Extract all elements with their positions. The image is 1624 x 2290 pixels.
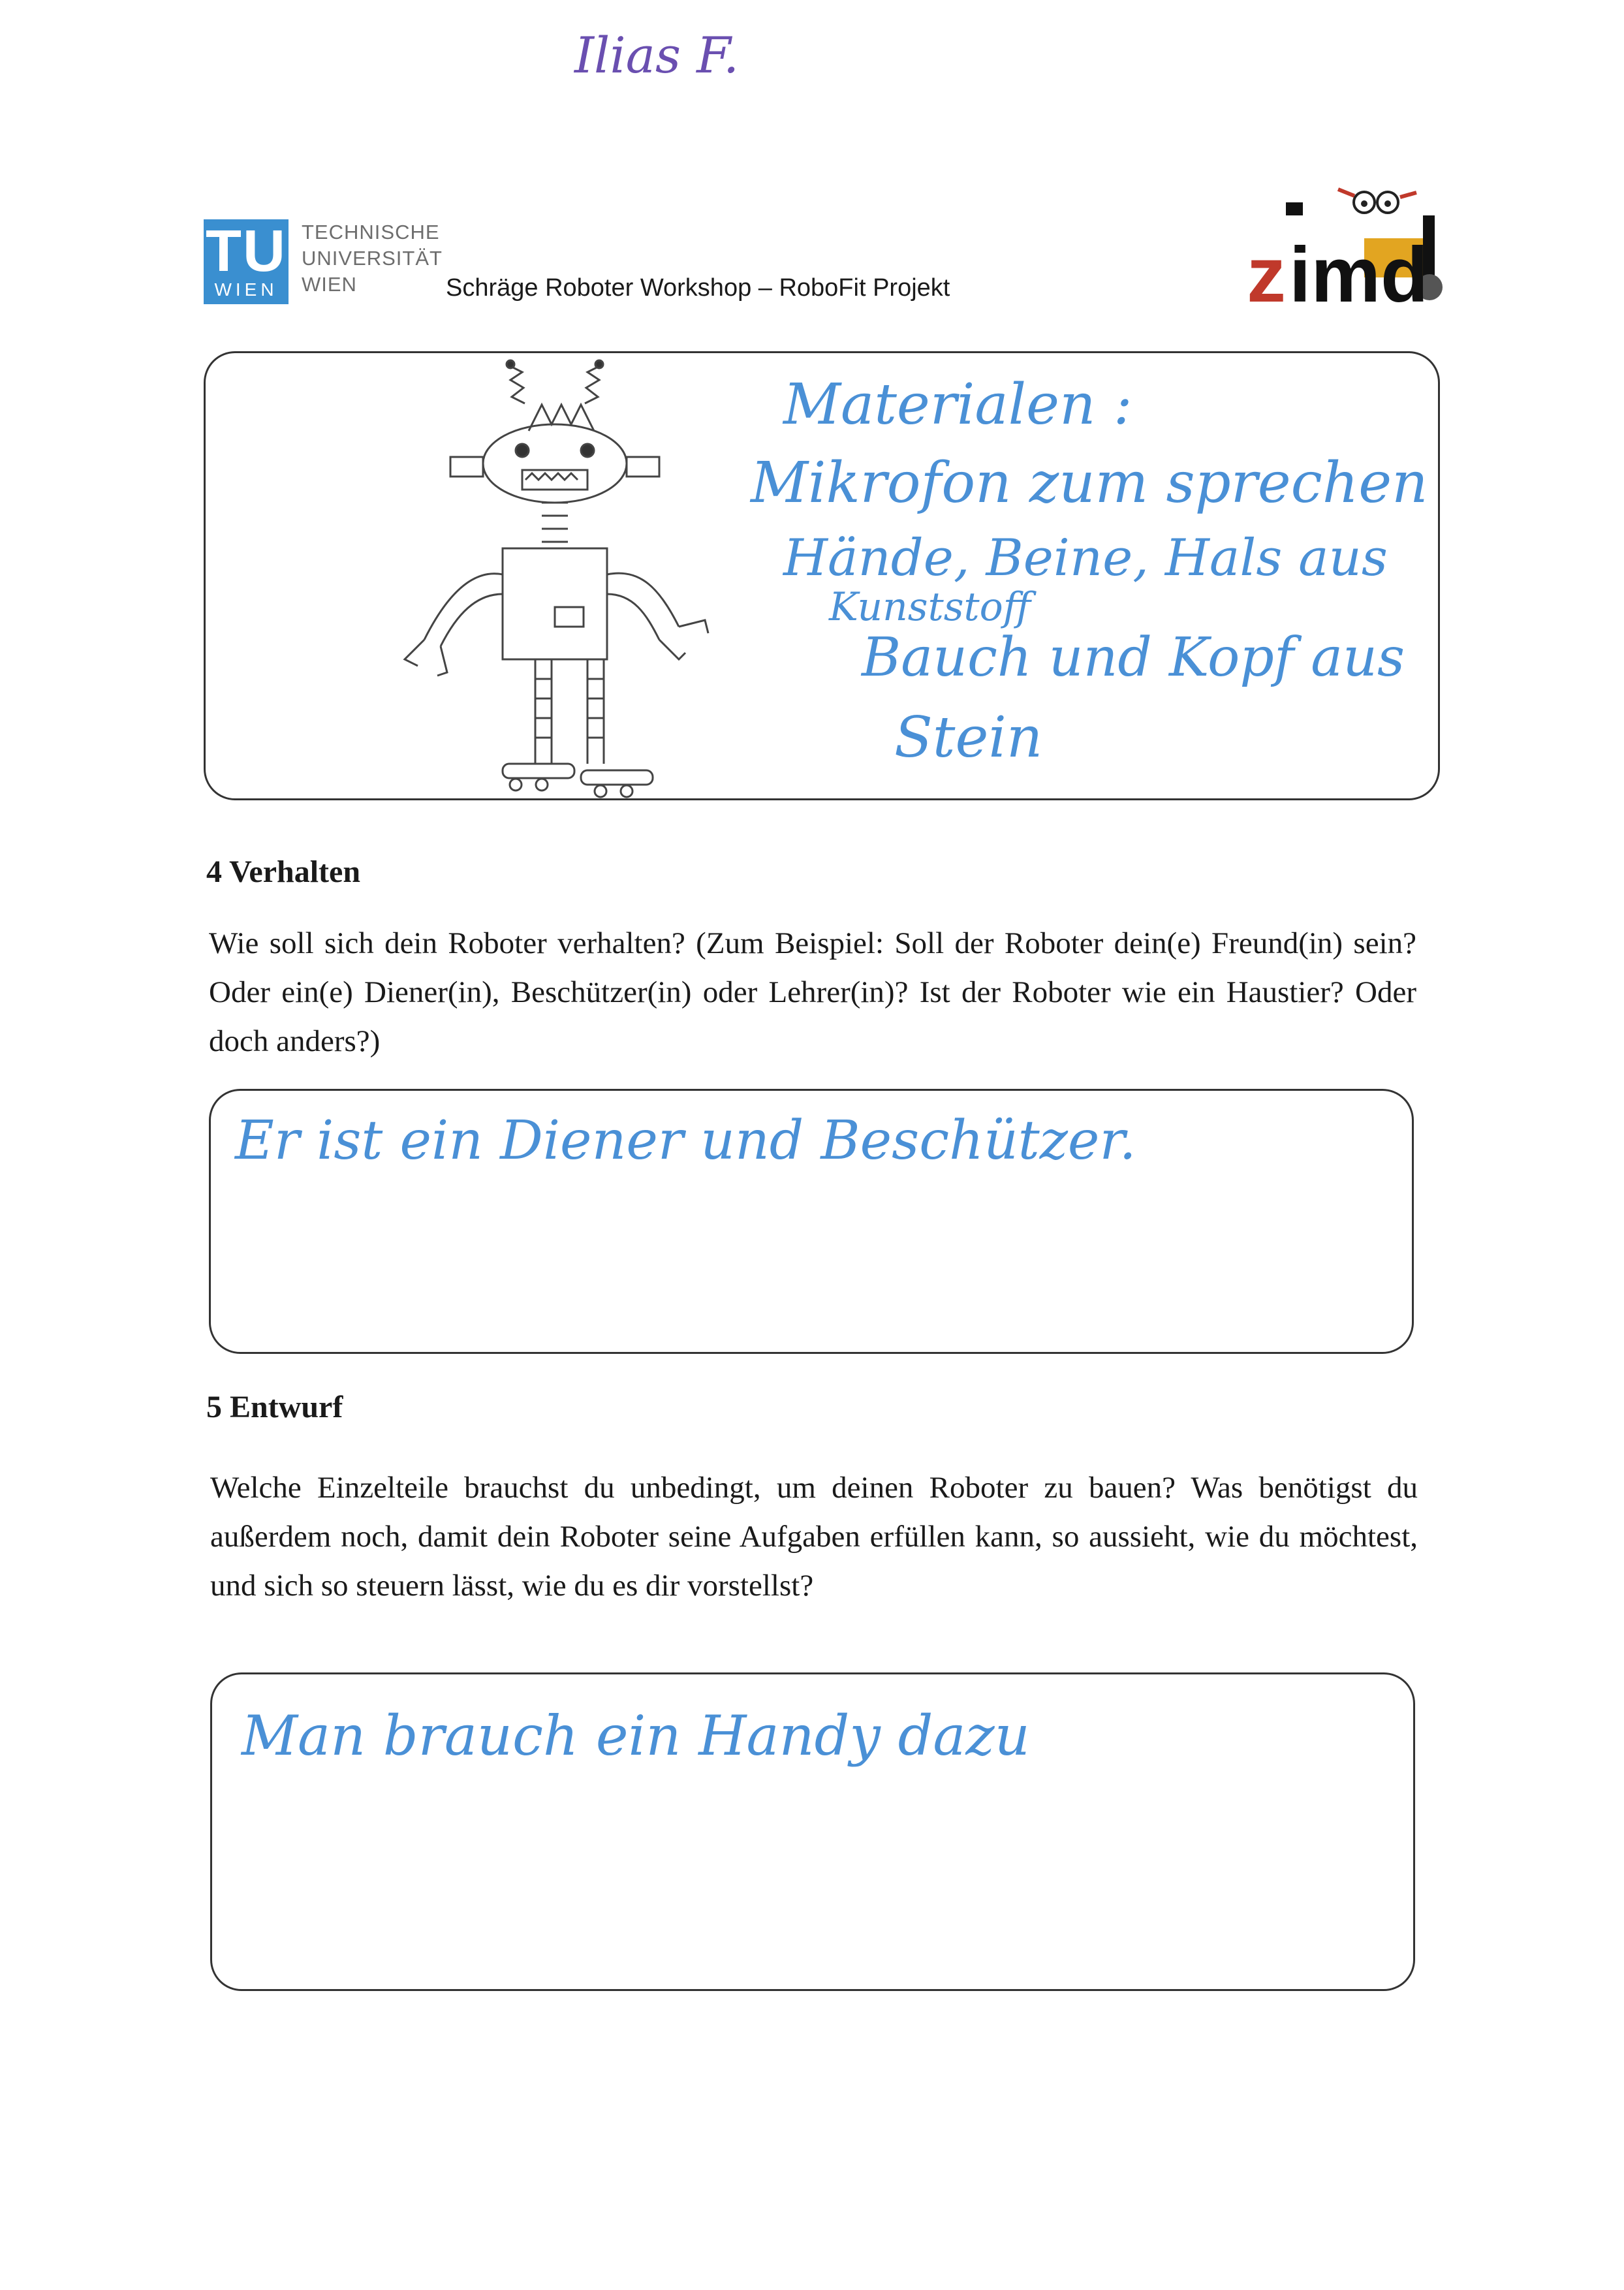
section-4-heading: 4 Verhalten [206, 855, 361, 889]
zimd-logo-z: z [1247, 231, 1286, 307]
materials-line-6: Stein [894, 705, 1043, 770]
tu-wien-logo [204, 219, 289, 304]
materials-line-2: Mikrofon zum sprechen [751, 450, 1428, 516]
zimd-logo-imd: imd [1289, 231, 1429, 307]
tu-logo-sub: WIEN [214, 279, 278, 300]
university-line-2: UNIVERSITÄT [302, 247, 443, 270]
section-4-question: Wie soll sich dein Roboter verhalten? (Zum Beispiel: Soll der Roboter dein(e) Freund(in) sein? Oder ein(e) Diener(in), Beschützer(in) oder Lehrer(in)? Ist der Roboter wie ein Haustier? Oder doch anders?) [209, 926, 1416, 1058]
university-line-3: WIEN [302, 273, 357, 296]
answer-5-text: Man brauch ein Handy dazu [242, 1704, 1030, 1768]
header-title: Schräge Roboter Workshop – RoboFit Projekt [446, 274, 950, 302]
answer-4-text: Er ist ein Diener und Beschützer. [235, 1110, 1136, 1172]
zimd-logo [1240, 176, 1462, 307]
university-line-1: TECHNISCHE [302, 221, 440, 243]
handwritten-initials: Ilias F. [574, 26, 740, 84]
robot-drawing [326, 353, 835, 809]
tu-logo-letters: TU [206, 219, 287, 284]
materials-line-5: Bauch und Kopf aus [862, 627, 1405, 689]
section-5-heading: 5 Entwurf [206, 1390, 343, 1424]
section-5-question: Welche Einzelteile brauchst du unbedingt, um deinen Roboter zu bauen? Was benötigst du außerdem noch, damit dein Roboter seine Aufgaben erfüllen kann, so aussieht, wie du möchtest, und sich so steuern lässt, wie du es dir vorstellst? [210, 1471, 1418, 1603]
materials-line-4: Kunststoff [829, 584, 1031, 630]
materials-line-3: Hände, Beine, Hals aus [783, 529, 1388, 588]
materials-line-1: Materialen : [783, 372, 1132, 437]
university-name [302, 219, 443, 298]
